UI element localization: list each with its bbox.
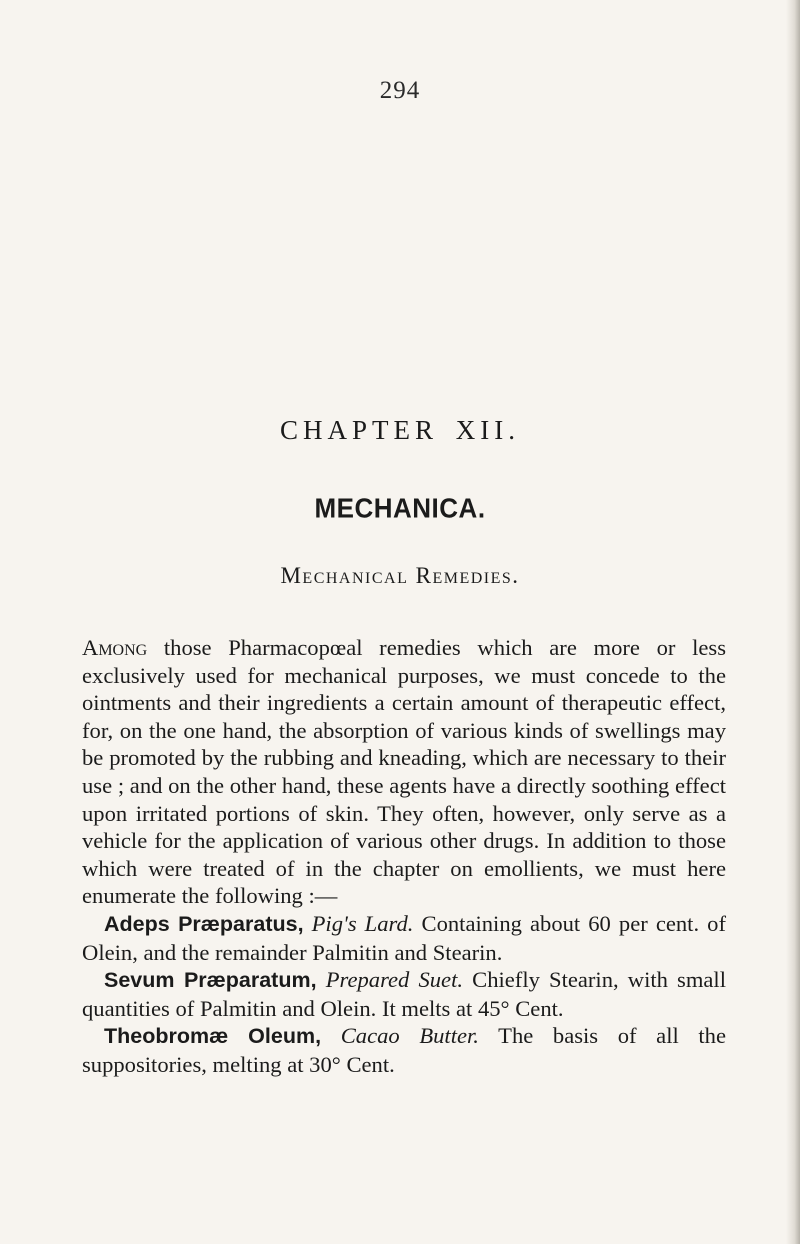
entry-theobromae: [82, 1022, 726, 1078]
entry-term: Adeps Præparatus,: [104, 911, 304, 936]
body-text: [82, 634, 726, 1079]
entry-adeps: [82, 910, 726, 966]
section-subtitle: Mechanical Remedies.: [280, 563, 520, 588]
intro-text: those Pharmacopœal remedies which are more or less exclusively used for mechanical purposes, we must concede to the ointments and their ingredients a certain amount of therapeutic effect, for, on the one hand, the absorption of various kinds of swellings may be promoted by the rubbing and kneading, which are necessary to their use ; and on the other hand, these agents have a directly soothing effect upon irritated portions of skin. They often, however, only serve as a vehicle for the application of various other drugs. In addition to those which were treated of in the chapter on emollients, we must here enumerate the following :—: [82, 635, 726, 909]
page-edge-shadow: [786, 0, 800, 1244]
entry-english-name: Cacao Butter.: [340, 1023, 479, 1049]
section-title: MECHANICA.: [314, 492, 486, 524]
intro-lead-word: Among: [82, 635, 148, 660]
page-number: 294: [379, 77, 421, 104]
entry-description: Chiefly Stearin, with small quantities of Palmitin and Olein. It melts at 45° Cent.: [82, 967, 726, 1021]
intro-paragraph: [82, 634, 726, 910]
entry-term: Theobromæ Oleum,: [104, 1024, 322, 1049]
chapter-heading: CHAPTER XII.: [280, 415, 520, 445]
entry-sevum: [82, 966, 726, 1022]
entry-english-name: Prepared Suet.: [325, 967, 464, 993]
entry-english-name: Pig's Lard.: [311, 910, 414, 936]
entry-term: Sevum Præparatum,: [104, 968, 317, 993]
entry-description: The basis of all the suppositories, melting at 30° Cent.: [82, 1023, 726, 1077]
entry-description: Containing about 60 per cent. of Olein, and the remainder Palmitin and Stearin.: [82, 910, 726, 965]
